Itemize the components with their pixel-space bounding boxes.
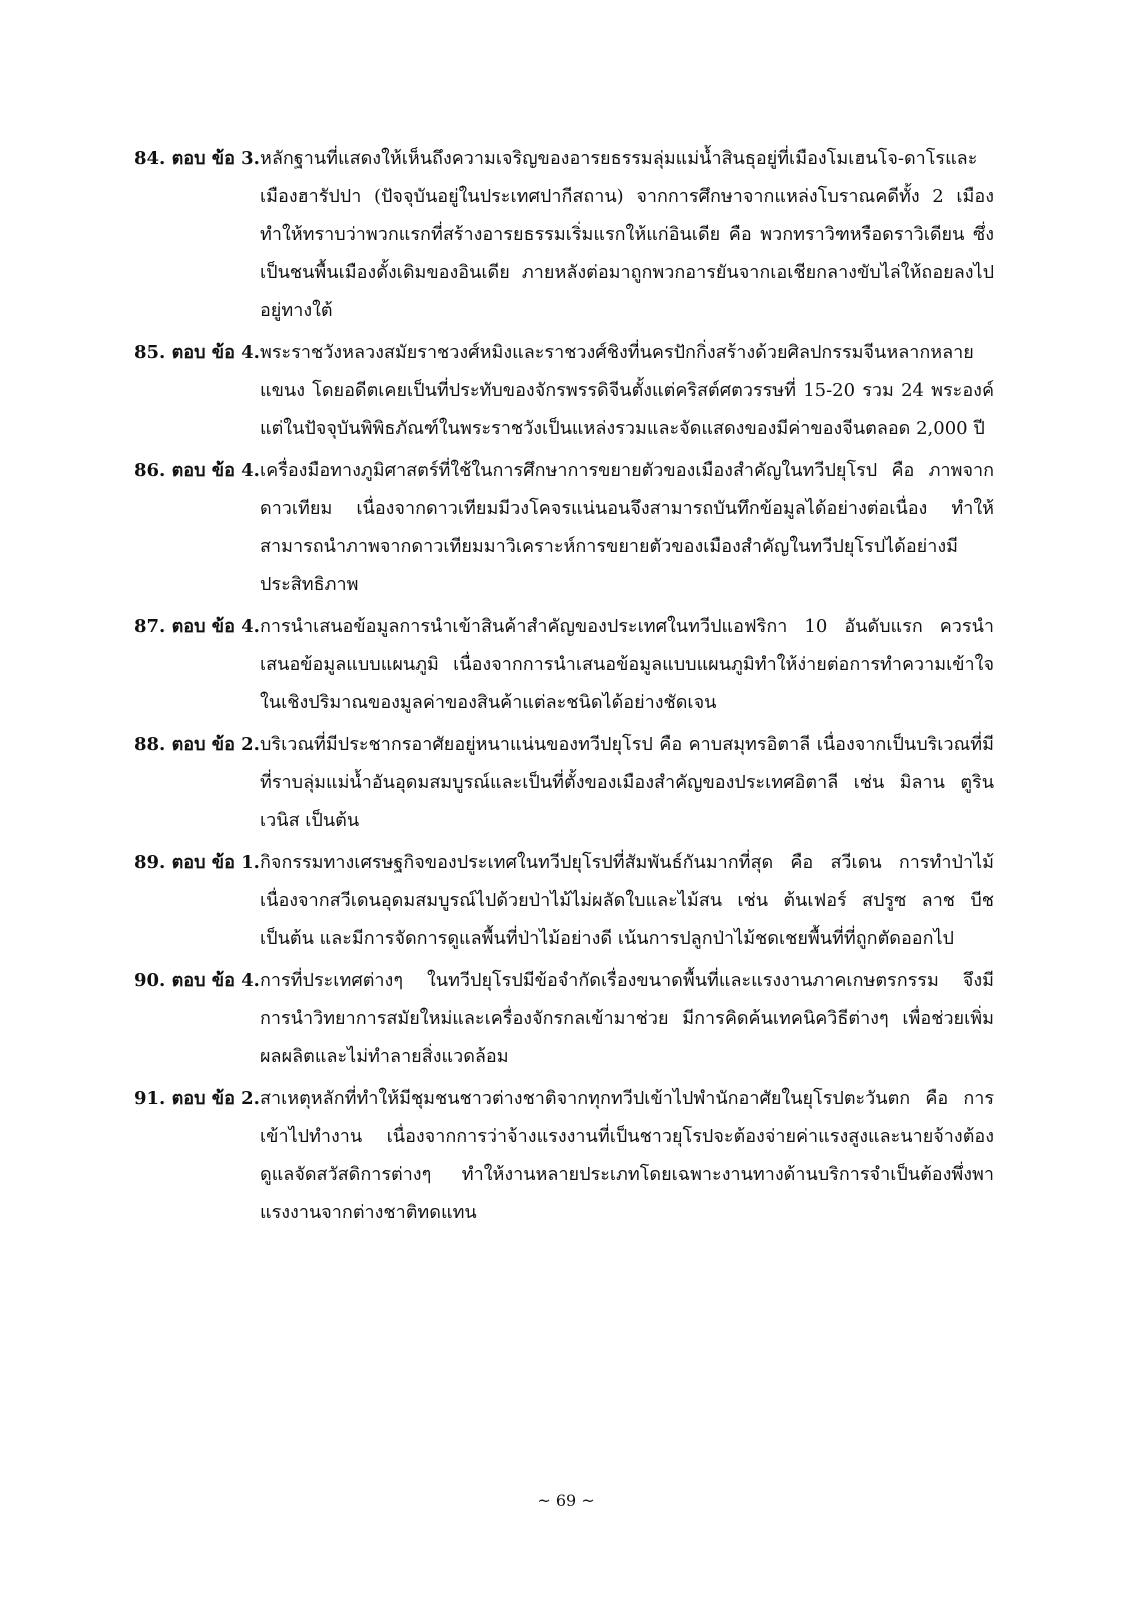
answer-item	[134, 844, 994, 958]
answer-item	[134, 726, 994, 840]
answer-item	[134, 608, 994, 722]
answer-label: 86. ตอบ ข้อ 4.	[134, 460, 260, 481]
answer-label: 89. ตอบ ข้อ 1.	[134, 852, 260, 873]
answer-explanation: หลักฐานที่แสดงให้เห็นถึงความเจริญของอารยธรรมลุ่มแม่น้ำสินธุอยู่ที่เมืองโมเฮนโจ-ดาโรและเมืองฮารัปปา (ปัจจุบันอยู่ในประเทศปากีสถาน) จากการศึกษาจากแหล่งโบราณคดีทั้ง 2 เมืองทำให้ทราบว่าพวกแรกที่สร้างอารยธรรมเริ่มแรกให้แก่อินเดีย คือ พวกทราวิฑหรือดราวิเดียน ซึ่งเป็นชนพื้นเมืองดั้งเดิมของอินเดีย ภายหลังต่อมาถูกพวกอารยันจากเอเชียกลางขับไล่ให้ถอยลงไปอยู่ทางใต้	[260, 148, 994, 321]
answer-item	[134, 140, 994, 330]
answer-explanation: บริเวณที่มีประชากรอาศัยอยู่หนาแน่นของทวีปยุโรป คือ คาบสมุทรอิตาลี เนื่องจากเป็นบริเวณที่มีที่ราบลุ่มแม่น้ำอันอุดมสมบูรณ์และเป็นที่ตั้งของเมืองสำคัญของประเทศอิตาลี เช่น มิลาน ตูริน เวนิส เป็นต้น	[260, 734, 994, 831]
answer-explanation: พระราชวังหลวงสมัยราชวงศ์หมิงและราชวงศ์ชิงที่นครปักกิ่งสร้างด้วยศิลปกรรมจีนหลากหลายแขนง โดยอดีตเคยเป็นที่ประทับของจักรพรรดิจีนตั้งแต่คริสต์ศตวรรษที่ 15-20 รวม 24 พระองค์ แต่ในปัจจุบันพิพิธภัณฑ์ในพระราชวังเป็นแหล่งรวมและจัดแสดงของมีค่าของจีนตลอด 2,000 ปี	[260, 342, 994, 439]
answer-explanation: กิจกรรมทางเศรษฐกิจของประเทศในทวีปยุโรปที่สัมพันธ์กันมากที่สุด คือ สวีเดน การทำป่าไม้ เนื่องจากสวีเดนอุดมสมบูรณ์ไปด้วยป่าไม้ไม่ผลัดใบและไม้สน เช่น ต้นเฟอร์ สปรูซ ลาช บีช เป็นต้น และมีการจัดการดูแลพื้นที่ป่าไม้อย่างดี เน้นการปลูกป่าไม้ชดเชยพื้นที่ที่ถูกตัดออกไป	[260, 852, 994, 949]
page-number: ~ 69 ~	[537, 1491, 595, 1510]
answer-label: 91. ตอบ ข้อ 2.	[134, 1088, 260, 1109]
answer-label: 90. ตอบ ข้อ 4.	[134, 970, 260, 991]
answer-explanation: เครื่องมือทางภูมิศาสตร์ที่ใช้ในการศึกษาการขยายตัวของเมืองสำคัญในทวีปยุโรป คือ ภาพจากดาวเทียม เนื่องจากดาวเทียมมีวงโคจรแน่นอนจึงสามารถบันทึกข้อมูลได้อย่างต่อเนื่อง ทำให้สามารถนำภาพจากดาวเทียมมาวิเคราะห์การขยายตัวของเมืองสำคัญในทวีปยุโรปได้อย่างมีประสิทธิภาพ	[260, 460, 994, 595]
answer-item	[134, 452, 994, 604]
answer-explanation: การที่ประเทศต่างๆ ในทวีปยุโรปมีข้อจำกัดเรื่องขนาดพื้นที่และแรงงานภาคเกษตรกรรม จึงมีการนำวิทยาการสมัยใหม่และเครื่องจักรกลเข้ามาช่วย มีการคิดค้นเทคนิควิธีต่างๆ เพื่อช่วยเพิ่มผลผลิตและไม่ทำลายสิ่งแวดล้อม	[260, 970, 994, 1067]
answer-item	[134, 334, 994, 448]
answer-item	[134, 1080, 994, 1232]
answer-list	[134, 140, 994, 1236]
answer-label: 84. ตอบ ข้อ 3.	[134, 148, 260, 169]
answer-explanation: สาเหตุหลักที่ทำให้มีชุมชนชาวต่างชาติจากทุกทวีปเข้าไปพำนักอาศัยในยุโรปตะวันตก คือ การเข้าไปทำงาน เนื่องจากการว่าจ้างแรงงานที่เป็นชาวยุโรปจะต้องจ่ายค่าแรงสูงและนายจ้างต้องดูแลจัดสวัสดิการต่างๆ ทำให้งานหลายประเภทโดยเฉพาะงานทางด้านบริการจำเป็นต้องพึ่งพาแรงงานจากต่างชาติทดแทน	[260, 1088, 994, 1223]
answer-label: 87. ตอบ ข้อ 4.	[134, 616, 260, 637]
answer-label: 85. ตอบ ข้อ 4.	[134, 342, 260, 363]
answer-label: 88. ตอบ ข้อ 2.	[134, 734, 260, 755]
answer-explanation: การนำเสนอข้อมูลการนำเข้าสินค้าสำคัญของประเทศในทวีปแอฟริกา 10 อันดับแรก ควรนำเสนอข้อมูลแบบแผนภูมิ เนื่องจากการนำเสนอข้อมูลแบบแผนภูมิทำให้ง่ายต่อการทำความเข้าใจในเชิงปริมาณของมูลค่าของสินค้าแต่ละชนิดได้อย่างชัดเจน	[260, 616, 994, 713]
answer-item	[134, 962, 994, 1076]
